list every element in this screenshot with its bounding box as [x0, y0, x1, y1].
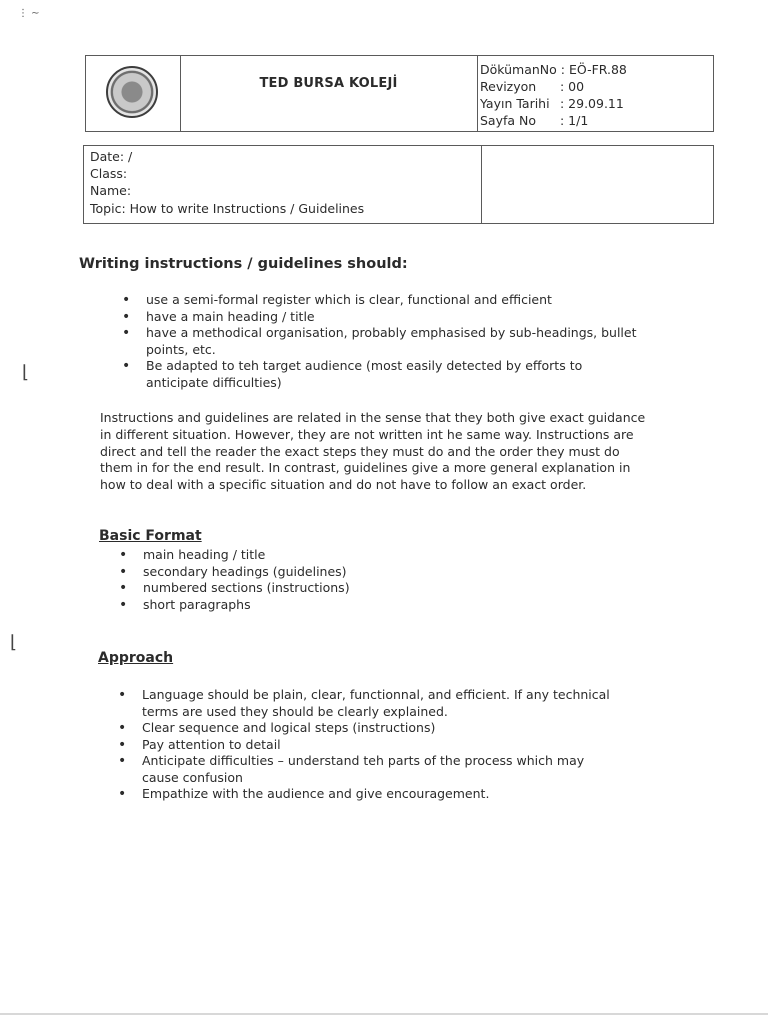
revision-label: Revizyon — [480, 79, 537, 94]
list-item: • numbered sections (instructions) — [119, 580, 519, 597]
list-item: • Language should be plain, clear, functionnal, and efficient. If any technical terms are used they should be clearly explained. — [118, 687, 648, 720]
list-item: • Anticipate difficulties – understand teh parts of the process which may cause confusion — [118, 753, 648, 786]
name-field: Name: — [90, 183, 132, 198]
publish-date-value: : 29.09.11 — [559, 96, 624, 111]
list-item: • secondary headings (guidelines) — [119, 564, 519, 581]
list-item: • Be adapted to teh target audience (most easily detected by efforts to anticipate difficulties) — [122, 358, 662, 391]
section-heading: Writing instructions / guidelines should: — [79, 256, 408, 272]
list-item: • short paragraphs — [119, 597, 519, 614]
page-no-label: Sayfa No — [480, 113, 537, 128]
body-paragraph: Instructions and guidelines are related in the sense that they both give exact guidance in different situation. However, they are not written int he same way. Instructions are direct and tell the reader the exact steps they must do and the order they must do them in for the end result. In contrast, guidelines give a more general explanation in how to deal with a specific situation and do not have to follow an exact order. — [100, 410, 646, 493]
document-meta — [478, 56, 713, 131]
school-name: TED BURSA KOLEJİ — [259, 76, 398, 91]
doc-no-row — [480, 62, 627, 77]
doc-no-label: DökümanNo — [480, 62, 557, 77]
list-item: • have a methodical organisation, probably emphasised by sub-headings, bullet points, etc. — [122, 325, 662, 358]
school-seal-icon — [106, 66, 158, 118]
scan-mark: ⋮ ∼ — [18, 8, 40, 19]
publish-date-row — [480, 96, 624, 111]
approach-heading: Approach — [98, 650, 174, 666]
doc-no-value: : EÖ-FR.88 — [560, 62, 627, 77]
student-info-fields — [84, 146, 482, 223]
page-no-row — [480, 113, 588, 128]
scan-edge-line — [0, 1013, 768, 1015]
header-table — [85, 55, 714, 132]
list-item: • Empathize with the audience and give encouragement. — [118, 786, 648, 803]
list-item: • Clear sequence and logical steps (instructions) — [118, 720, 648, 737]
revision-value: : 00 — [559, 79, 585, 94]
logo-cell — [86, 56, 181, 131]
page-no-value: : 1/1 — [559, 113, 589, 128]
list-item: • main heading / title — [119, 547, 519, 564]
scan-mark: ⌊ — [22, 362, 30, 383]
revision-row — [480, 79, 584, 94]
title-cell — [180, 56, 478, 131]
class-field: Class: — [90, 166, 128, 181]
list-item: • Pay attention to detail — [118, 737, 648, 754]
basic-format-heading: Basic Format — [99, 528, 202, 544]
writing-rules-list — [122, 292, 662, 391]
list-item: • use a semi-formal register which is clear, functional and efficient — [122, 292, 662, 309]
student-info-table — [83, 145, 714, 224]
date-field: Date: / — [90, 149, 133, 164]
list-item: • have a main heading / title — [122, 309, 662, 326]
publish-date-label: Yayın Tarihi — [480, 96, 550, 111]
topic-field: Topic: How to write Instructions / Guidelines — [90, 201, 365, 216]
approach-list — [118, 687, 648, 803]
scan-mark: ⌊ — [10, 632, 18, 653]
basic-format-list — [119, 547, 519, 613]
